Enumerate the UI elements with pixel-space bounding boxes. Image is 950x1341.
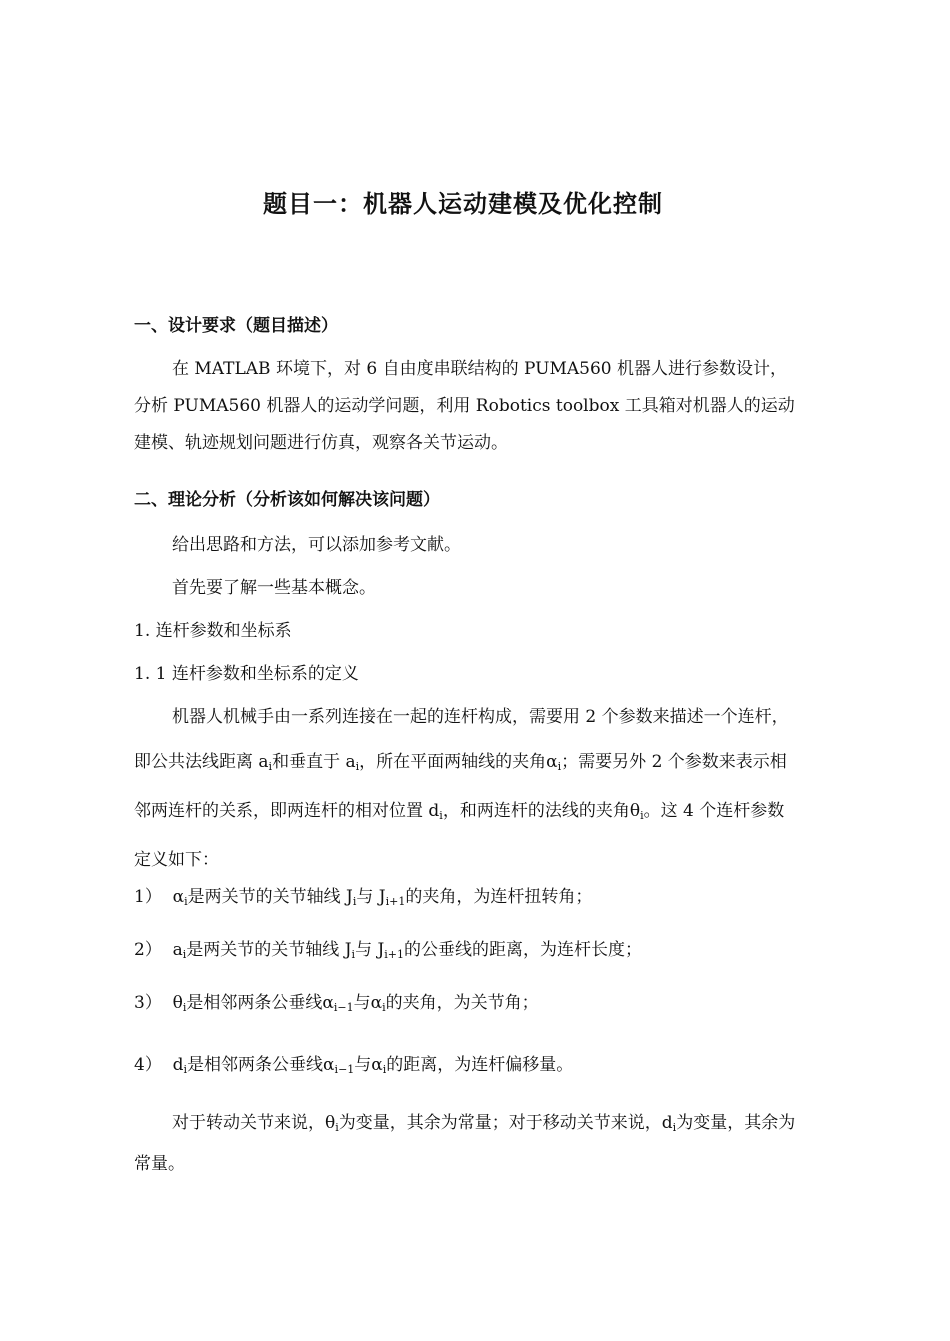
list-item: 3） $\theta_i$是相邻两条公垂线$\alpha_{i-1}$与$\alpha_i$的夹角，为关节角； [134, 993, 539, 1014]
list-item: 2） $a_i$是两关节的关节轴线 $J_i$与 $J_{i+1}$的公垂线的距离，为连杆长度； [134, 940, 643, 961]
list-item: 1） $\alpha_i$是两关节的关节轴线 $J_i$与 $J_{i+1}$的夹角，为连杆扭转角； [134, 887, 593, 908]
section-heading-1: 一、设计要求（题目描述） [134, 316, 338, 336]
list-item: 4） $d_i$是相邻两条公垂线$\alpha_{i-1}$与$\alpha_i$的距离，为连杆偏移量。 [134, 1055, 574, 1076]
page-title: 题目一：机器人运动建模及优化控制 [263, 190, 663, 218]
section-1-text: 在 MATLAB 环境下，对 6 自由度串联结构的 PUMA560 机器人进行参数设计，分析 PUMA560 机器人的运动学问题，利用 Robotics toolbox 工具箱对机器人的运动建模、轨迹规划问题进行仿真，观察各关节运动。 [134, 359, 795, 453]
subsection-1-1: 1. 1 连杆参数和坐标系的定义 [134, 664, 359, 684]
link-parameter-description: 机器人机械手由一系列连接在一起的连杆构成，需要用 2 个参数来描述一个连杆，即公共法线距离 $a_i$和垂直于 $a_i$，所在平面两轴线的夹角$\alpha_i$；需要另外 2 个参数来表示相邻两连杆的关系，即两连杆的相对位置 $d_i$，和两连杆的法线的夹角$\theta_i$。这 4 个连杆参数定义如下： [134, 707, 789, 870]
section-2-para-1: 给出思路和方法，可以添加参考文献。 [172, 535, 461, 555]
section-1-paragraph [134, 351, 799, 462]
closing-paragraph: 对于转动关节来说，$\theta_i$为变量，其余为常量；对于移动关节来说，$d_i$为变量，其余为常量。 [134, 1113, 796, 1174]
section-2-para-2: 首先要了解一些基本概念。 [172, 578, 376, 598]
section-heading-2: 二、理论分析（分析该如何解决该问题） [134, 490, 440, 510]
subsection-1: 1. 连杆参数和坐标系 [134, 621, 292, 641]
